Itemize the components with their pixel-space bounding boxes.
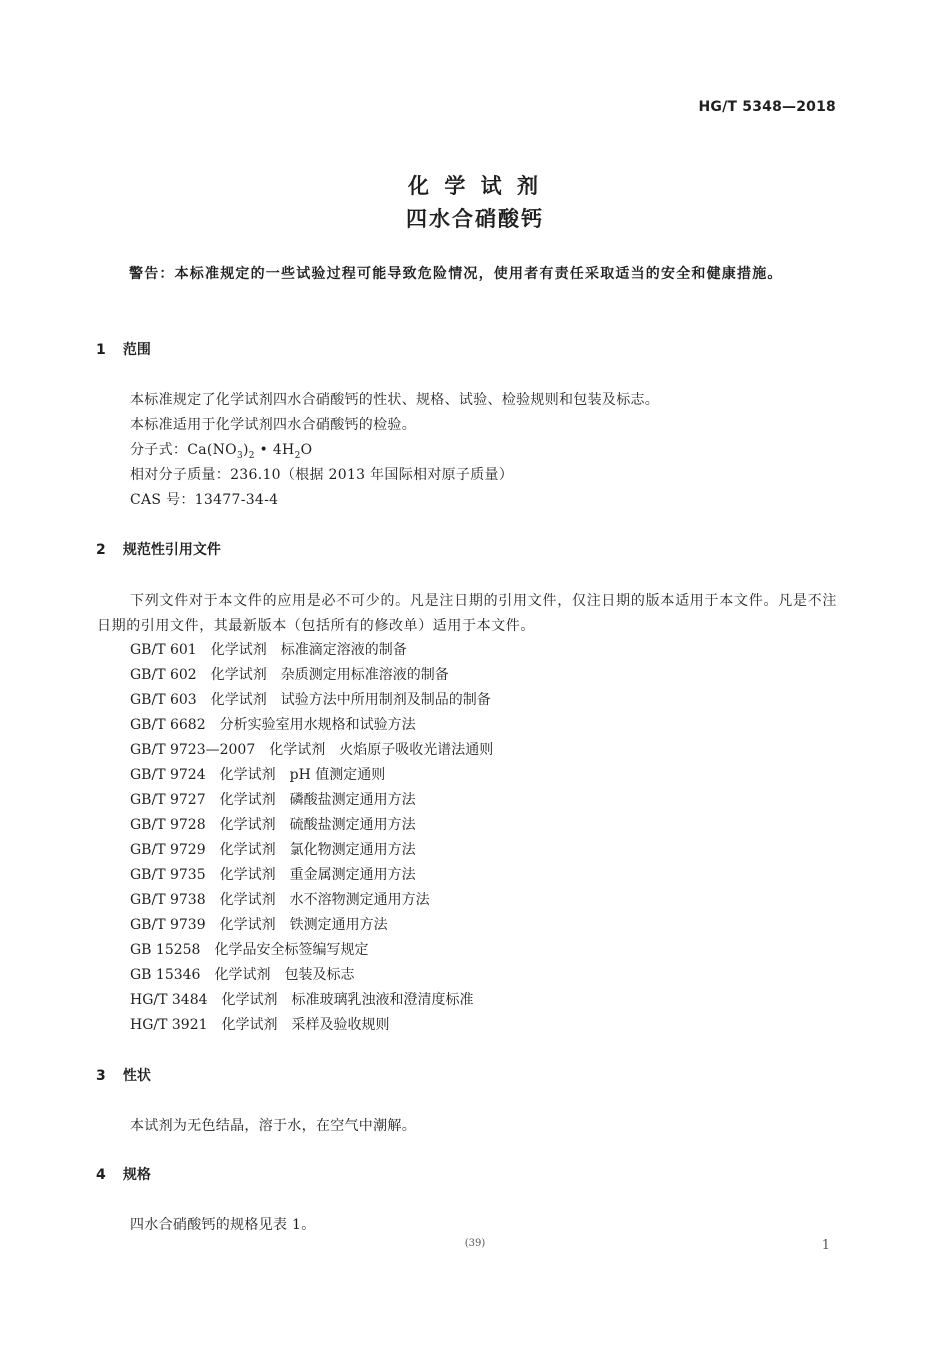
reference-item xyxy=(130,814,416,834)
section-title: 范围 xyxy=(122,342,151,358)
reference-title: 化学试剂 杂质测定用标准溶液的制备 xyxy=(210,667,449,683)
reference-title: 分析实验室用水规格和试验方法 xyxy=(219,717,416,733)
reference-code: GB 15346 xyxy=(130,967,201,983)
molar-mass: 相对分子质量：236.10（根据 2013 年国际相对原子质量） xyxy=(130,467,514,483)
reference-item xyxy=(130,839,416,859)
formula-part: ) xyxy=(242,442,249,458)
reference-item xyxy=(130,964,354,984)
reference-item xyxy=(130,714,416,734)
references-intro: 下列文件对于本文件的应用是必不可少的。凡是注日期的引用文件，仅注日期的版本适用于本文件。凡是不注日期的引用文件，其最新版本（包括所有的修改单）适用于本文件。 xyxy=(97,593,837,634)
section-3-heading xyxy=(96,1065,151,1085)
document-title-line1: 化 学 试 剂 xyxy=(408,174,542,198)
reference-code: GB/T 9723—2007 xyxy=(130,742,256,758)
reference-title: 化学试剂 硫酸盐测定通用方法 xyxy=(219,817,416,833)
reference-title: 化学试剂 铁测定通用方法 xyxy=(219,917,388,933)
section-title: 性状 xyxy=(122,1068,151,1084)
section-number: 3 xyxy=(96,1068,106,1084)
reference-title: 化学试剂 磷酸盐测定通用方法 xyxy=(219,792,416,808)
reference-code: GB/T 9738 xyxy=(130,892,206,908)
footer-sequence: (39) xyxy=(464,1238,486,1249)
reference-code: GB/T 6682 xyxy=(130,717,206,733)
reference-code: GB/T 9727 xyxy=(130,792,206,808)
reference-item xyxy=(130,939,368,959)
properties-text: 本试剂为无色结晶，溶于水，在空气中潮解。 xyxy=(130,1118,416,1134)
reference-item xyxy=(130,864,416,884)
formula-subscript: 2 xyxy=(248,450,255,461)
formula-part: • 4H xyxy=(254,442,295,458)
formula-subscript: 2 xyxy=(294,450,301,461)
document-title-line2: 四水合硝酸钙 xyxy=(406,207,544,231)
reference-title: 化学试剂 采样及验收规则 xyxy=(221,1017,390,1033)
reference-code: GB 15258 xyxy=(130,942,201,958)
formula-label: 分子式： xyxy=(130,442,188,458)
reference-code: GB/T 602 xyxy=(130,667,197,683)
specification-text: 四水合硝酸钙的规格见表 1。 xyxy=(130,1217,316,1233)
reference-code: GB/T 9728 xyxy=(130,817,206,833)
scope-line-2: 本标准适用于化学试剂四水合硝酸钙的检验。 xyxy=(130,417,416,433)
reference-code: GB/T 9724 xyxy=(130,767,206,783)
section-title: 规格 xyxy=(122,1167,151,1183)
reference-item xyxy=(130,889,430,909)
section-2-heading xyxy=(96,539,221,559)
molecular-formula xyxy=(130,439,312,461)
reference-item xyxy=(130,914,388,934)
reference-item xyxy=(130,764,385,784)
page-number: 1 xyxy=(821,1238,830,1253)
reference-code: GB/T 9729 xyxy=(130,842,206,858)
formula-subscript: 3 xyxy=(236,450,243,461)
reference-code: HG/T 3484 xyxy=(130,992,208,1008)
reference-code: GB/T 9735 xyxy=(130,867,206,883)
reference-title: 化学试剂 包装及标志 xyxy=(214,967,355,983)
section-number: 2 xyxy=(96,542,106,558)
reference-title: 化学试剂 标准滴定溶液的制备 xyxy=(210,642,407,658)
warning-paragraph: 警告：本标准规定的一些试验过程可能导致危险情况，使用者有责任采取适当的安全和健康措施。 xyxy=(129,266,783,282)
reference-item xyxy=(130,689,491,709)
standard-code: HG/T 5348—2018 xyxy=(698,99,836,115)
reference-title: 化学品安全标签编写规定 xyxy=(214,942,369,958)
reference-title: 化学试剂 试验方法中所用制剂及制品的制备 xyxy=(210,692,491,708)
reference-title: 化学试剂 pH 值测定通则 xyxy=(219,767,386,783)
section-number: 4 xyxy=(96,1167,106,1183)
section-title: 规范性引用文件 xyxy=(122,542,221,558)
section-number: 1 xyxy=(96,342,106,358)
reference-title: 化学试剂 水不溶物测定通用方法 xyxy=(219,892,430,908)
reference-item xyxy=(130,664,449,684)
reference-item xyxy=(130,789,416,809)
section-4-heading xyxy=(96,1164,151,1184)
reference-item xyxy=(130,1014,390,1034)
reference-item xyxy=(130,639,407,659)
reference-item xyxy=(130,739,493,759)
scope-line-1: 本标准规定了化学试剂四水合硝酸钙的性状、规格、试验、检验规则和包装及标志。 xyxy=(130,392,660,408)
reference-title: 化学试剂 氯化物测定通用方法 xyxy=(219,842,416,858)
reference-code: GB/T 601 xyxy=(130,642,197,658)
reference-title: 化学试剂 火焰原子吸收光谱法通则 xyxy=(269,742,494,758)
cas-number: CAS 号：13477-34-4 xyxy=(130,492,279,508)
reference-title: 化学试剂 重金属测定通用方法 xyxy=(219,867,416,883)
formula-part: O xyxy=(300,442,313,458)
reference-code: HG/T 3921 xyxy=(130,1017,208,1033)
reference-item xyxy=(130,989,474,1009)
formula-part: Ca(NO xyxy=(187,442,237,458)
reference-code: GB/T 603 xyxy=(130,692,197,708)
reference-code: GB/T 9739 xyxy=(130,917,206,933)
section-1-heading xyxy=(96,339,151,359)
reference-title: 化学试剂 标准玻璃乳浊液和澄清度标准 xyxy=(221,992,474,1008)
